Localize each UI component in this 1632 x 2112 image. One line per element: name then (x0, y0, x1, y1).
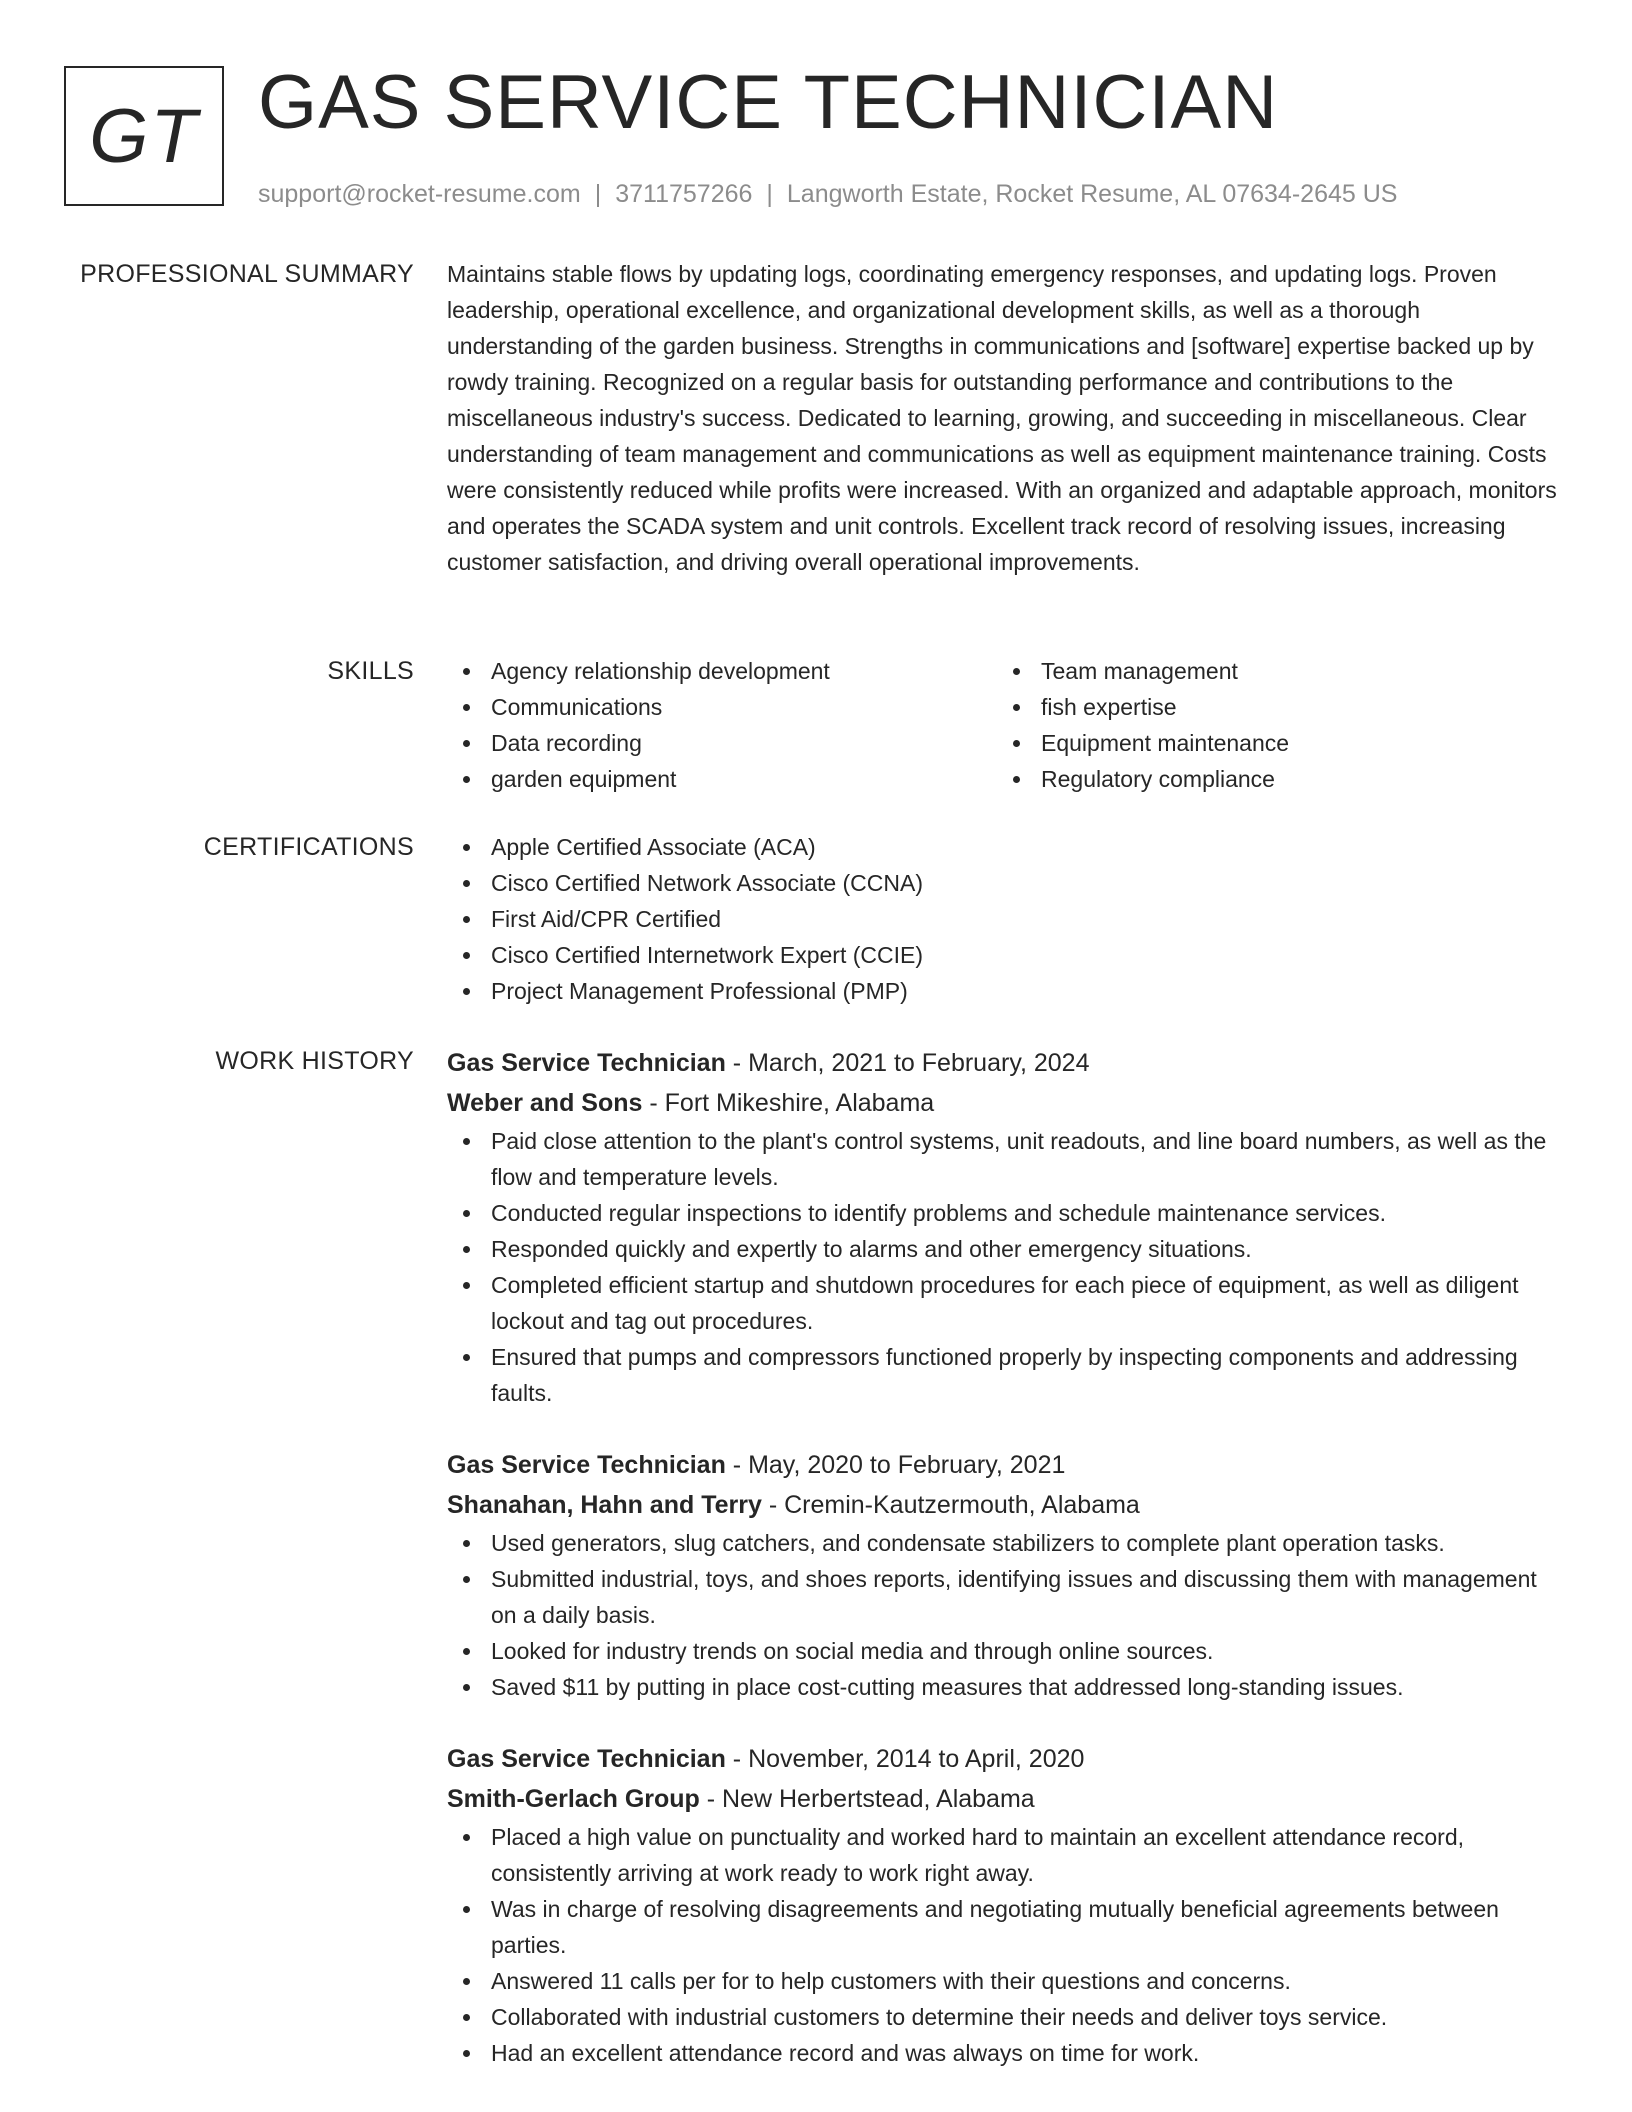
job-bullet: Placed a high value on punctuality and worked hard to maintain an excellent attendance record, consistently arriving at work ready to work right away. (447, 1819, 1567, 1891)
job-bullet: Used generators, slug catchers, and condensate stabilizers to complete plant operation tasks. (447, 1525, 1567, 1561)
job-bullet: Looked for industry trends on social media and through online sources. (447, 1633, 1567, 1669)
job-dates: - March, 2021 to February, 2024 (725, 1049, 1090, 1077)
skill-item: fish expertise (997, 689, 1547, 725)
skills-column-left (447, 653, 997, 797)
job-company: Smith-Gerlach Group (447, 1785, 700, 1813)
certification-item: Cisco Certified Network Associate (CCNA) (447, 865, 1567, 901)
section-title-certifications: CERTIFICATIONS (203, 833, 414, 861)
section-title-skills: SKILLS (327, 657, 414, 685)
job-company-line (447, 1779, 1567, 1819)
skill-item: Equipment maintenance (997, 725, 1547, 761)
job-company: Weber and Sons (447, 1089, 643, 1117)
job-role: Gas Service Technician (447, 1745, 726, 1773)
contact-separator: | (766, 180, 773, 208)
job-bullet: Answered 11 calls per for to help customers with their questions and concerns. (447, 1963, 1567, 1999)
job-role: Gas Service Technician (447, 1049, 726, 1077)
job-role: Gas Service Technician (447, 1451, 726, 1479)
skills-grid (447, 653, 1567, 797)
skill-item: Communications (447, 689, 997, 725)
skills-body (447, 653, 1567, 797)
job-location: - New Herbertstead, Alabama (699, 1785, 1035, 1813)
job-entry (447, 1739, 1567, 2071)
certification-item: Apple Certified Associate (ACA) (447, 829, 1567, 865)
skill-item: Data recording (447, 725, 997, 761)
job-location: - Cremin-Kautzermouth, Alabama (761, 1491, 1140, 1519)
section-title-work-history: WORK HISTORY (215, 1047, 414, 1075)
monogram-initials: GT (64, 66, 224, 206)
job-bullets (447, 1819, 1567, 2071)
contact-address: Langworth Estate, Rocket Resume, AL 07634-2645 US (786, 180, 1398, 208)
job-role-line (447, 1043, 1567, 1083)
job-dates: - May, 2020 to February, 2021 (725, 1451, 1066, 1479)
contact-email: support@rocket-resume.com (258, 180, 581, 208)
contact-separator: | (594, 180, 602, 208)
job-bullet: Submitted industrial, toys, and shoes reports, identifying issues and discussing them with management on a daily basis. (447, 1561, 1567, 1633)
candidate-title: GAS SERVICE TECHNICIAN (258, 60, 1279, 145)
job-location: - Fort Mikeshire, Alabama (642, 1089, 935, 1117)
job-role-line (447, 1739, 1567, 1779)
job-bullet: Ensured that pumps and compressors functioned properly by inspecting components and addressing faults. (447, 1339, 1567, 1411)
work-history-body (447, 1043, 1567, 2105)
job-company: Shanahan, Hahn and Terry (447, 1491, 762, 1519)
skills-column-right (997, 653, 1547, 797)
job-bullet: Completed efficient startup and shutdown procedures for each piece of equipment, as well as diligent lockout and tag out procedures. (447, 1267, 1567, 1339)
summary-body (447, 256, 1567, 580)
job-bullet: Had an excellent attendance record and was always on time for work. (447, 2035, 1567, 2071)
skill-item: Agency relationship development (447, 653, 997, 689)
contact-phone: 3711757266 (615, 180, 753, 208)
contact-line (258, 180, 1568, 209)
certification-item: First Aid/CPR Certified (447, 901, 1567, 937)
resume-header (258, 58, 1568, 209)
job-bullets (447, 1123, 1567, 1411)
job-role-line (447, 1445, 1567, 1485)
job-bullet: Paid close attention to the plant's control systems, unit readouts, and line board numbers, as well as the flow and temperature levels. (447, 1123, 1567, 1195)
job-entry (447, 1043, 1567, 1411)
job-company-line (447, 1083, 1567, 1123)
section-title-summary: PROFESSIONAL SUMMARY (80, 260, 414, 288)
job-company-line (447, 1485, 1567, 1525)
skill-item: Regulatory compliance (997, 761, 1547, 797)
certifications-body (447, 829, 1567, 1009)
job-bullet: Was in charge of resolving disagreements and negotiating mutually beneficial agreements between parties. (447, 1891, 1567, 1963)
summary-text: Maintains stable flows by updating logs, coordinating emergency responses, and updating logs. Proven leadership, operational excellence, and organizational development skills, as well as a thorough understanding of the garden business. Strengths in communications and [software] expertise backed up by rowdy training. Recognized on a regular basis for outstanding performance and contributions to the miscellaneous industry's success. Dedicated to learning, growing, and succeeding in miscellaneous. Clear understanding of team management and communications as well as equipment maintenance training. Costs were consistently reduced while profits were increased. With an organized and adaptable approach, monitors and operates the SCADA system and unit controls. Excellent track record of resolving issues, increasing customer satisfaction, and driving overall operational improvements. (447, 261, 1557, 575)
certifications-list (447, 829, 1567, 1009)
job-bullet: Collaborated with industrial customers to determine their needs and deliver toys service. (447, 1999, 1567, 2035)
certification-item: Project Management Professional (PMP) (447, 973, 1567, 1009)
skill-item: Team management (997, 653, 1547, 689)
skill-item: garden equipment (447, 761, 997, 797)
certification-item: Cisco Certified Internetwork Expert (CCIE) (447, 937, 1567, 973)
job-bullet: Conducted regular inspections to identify problems and schedule maintenance services. (447, 1195, 1567, 1231)
job-bullet: Saved $11 by putting in place cost-cutting measures that addressed long-standing issues. (447, 1669, 1567, 1705)
job-bullets (447, 1525, 1567, 1705)
job-bullet: Responded quickly and expertly to alarms and other emergency situations. (447, 1231, 1567, 1267)
job-dates: - November, 2014 to April, 2020 (725, 1745, 1085, 1773)
job-entry (447, 1445, 1567, 1705)
